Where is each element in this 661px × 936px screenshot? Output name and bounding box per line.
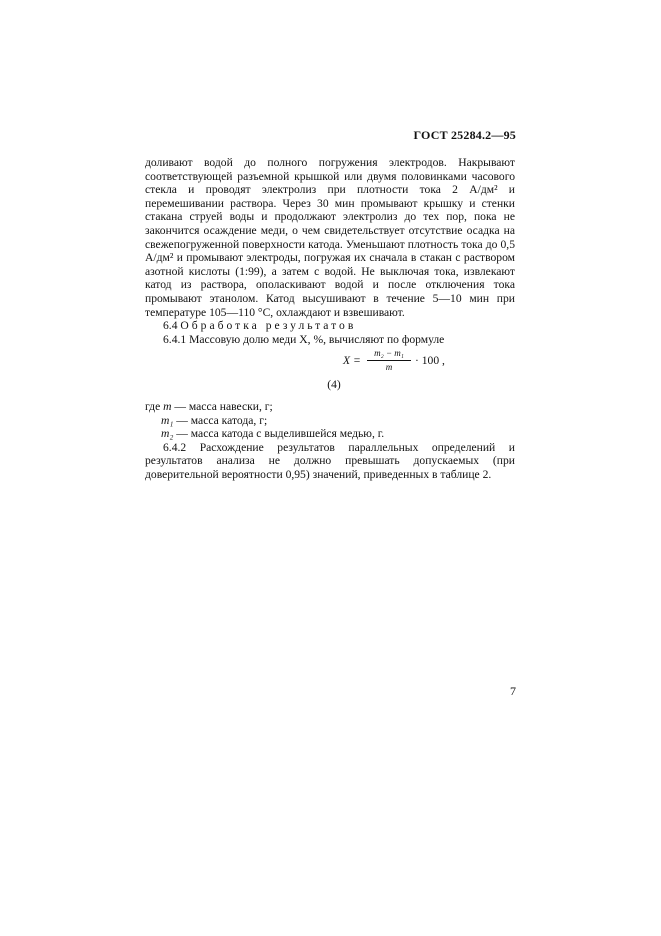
- section-number: 6.4: [163, 319, 178, 333]
- definition-m: [145, 400, 515, 414]
- definition-text: — масса катода с выделившейся медью, г.: [173, 427, 385, 441]
- section-title: Обработка результатов: [180, 319, 357, 333]
- document-code-header: ГОСТ 25284.2—95: [413, 128, 516, 142]
- paragraph-6-4-1: 6.4.1 Массовую долю меди X, %, вычисляют по формуле: [163, 332, 445, 346]
- definition-m2: [145, 427, 515, 441]
- formula-lhs: X =: [343, 354, 361, 368]
- formula-multiplier: · 100 ,: [415, 354, 445, 368]
- definition-prefix: где: [145, 399, 164, 413]
- definition-m1: [145, 414, 515, 428]
- formula-fraction: [367, 348, 411, 373]
- formula-mass-fraction: [145, 348, 515, 378]
- definition-symbol: m: [163, 399, 172, 413]
- page-number: 7: [510, 684, 516, 698]
- formula-denominator: m: [385, 362, 393, 373]
- document-body: [145, 156, 515, 481]
- definition-text: — масса катода, г;: [173, 413, 268, 427]
- formula-number: (4): [327, 378, 341, 392]
- definition-text: — масса навески, г;: [171, 399, 273, 413]
- section-heading-6-4: [145, 319, 515, 333]
- definition-symbol: m₁: [161, 413, 174, 427]
- definition-symbol: m₂: [161, 427, 174, 441]
- paragraph-electrolysis: доливают водой до полного погружения электродов. Накрывают соответствующей разъемной крышкой или двумя половинками часового стекла и проводят электролиз при плотности тока 2 А/дм² и перемешивании раствора. Через 30 мин промывают крышку и стенки стакана струей воды и продолжают электролиз до тех пор, пока не закончится осаждение меди, о чем свидетельствует отсутствие осадка на свежепогруженной поверхности катода. Уменьшают плотность тока до 0,5 А/дм² и промывают электроды, погружая их сначала в стакан с раствором азотной кислоты (1:99), а затем с водой. Не выключая тока, извлекают катод из раствора, ополаскивают водой и после отключения тока промывают этанолом. Катод высушивают в течение 5—10 мин при температуре 105—110 °С, охлаждают и взвешивают.: [145, 156, 515, 319]
- paragraph-6-4-2: 6.4.2 Расхождение результатов параллельных определений и результатов анализа не должно превышать допускаемых (при доверительной вероятности 0,95) значений, приведенных в таблице 2.: [145, 440, 515, 481]
- formula-numerator: m₂ − m₁: [367, 348, 411, 361]
